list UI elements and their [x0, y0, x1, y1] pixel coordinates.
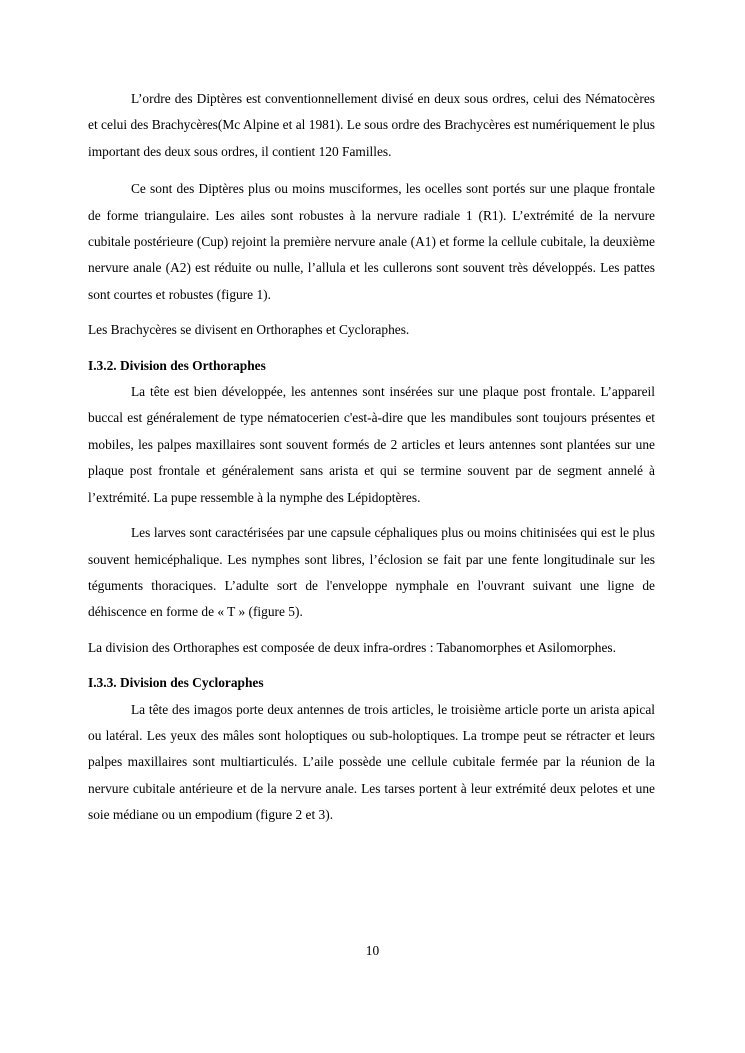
paragraph-cycloraphes-description: La tête des imagos porte deux antennes de trois articles, le troisième article porte un arista apical ou latéral. Les yeux des mâles sont holoptiques ou sub-holoptiques. La trompe peut se rétracter et leurs palpes maxillaires sont multiarticulés. L’aile possède une cellule cubitale fermée par la réunion de la nervure cubitale antérieure et de la nervure anale. Les tarses portent à leur extrémité deux pelotes et une soie médiane ou un empodium (figure 2 et 3).	[88, 701, 655, 823]
paragraph-diptera-orders: L’ordre des Diptères est conventionnellement divisé en deux sous ordres, celui des Nématocères et celui des Brachycères(Mc Alpine et al 1981). Le sous ordre des Brachycères est numériquement le plus important des deux sous ordres, il contient 120 Familles.	[88, 91, 655, 159]
paragraph-brachycera-division: Les Brachycères se divisent en Orthoraphes et Cycloraphes.	[88, 322, 410, 338]
page-number: 10	[365, 943, 380, 958]
section-heading-orthoraphes: I.3.2. Division des Orthoraphes	[88, 357, 266, 373]
paragraph-orthoraphes-head: La tête est bien développée, les antennes sont insérées sur une plaque post frontale. L’appareil buccal est généralement de type nématocerien c'est-à-dire que les mandibules sont toujours présentes et mobiles, les palpes maxillaires sont souvent formés de 2 articles et leurs antennes sont plantées sur une plaque post frontale et généralement sans arista et qui se termine souvent par de segment annelé à l’extrémité. La pupe ressemble à la nymphe des Lépidoptères.	[88, 384, 655, 505]
paragraph-orthoraphes-infraorders: La division des Orthoraphes est composée de deux infra-ordres : Tabanomorphes et Asilomorphes.	[88, 639, 616, 655]
paragraph-brachycera-description: Ce sont des Diptères plus ou moins musciformes, les ocelles sont portés sur une plaque frontale de forme triangulaire. Les ailes sont robustes à la nervure radiale 1 (R1). L’extrémité de la nervure cubitale postérieure (Cup) rejoint la première nervure anale (A1) et forme la cellule cubitale, la deuxième nervure anale (A2) est réduite ou nulle, l’allula et les cullerons sont souvent très développés. Les pattes sont courtes et robustes (figure 1).	[88, 181, 655, 302]
section-heading-cycloraphes: I.3.3. Division des Cycloraphes	[88, 675, 264, 691]
document-body	[88, 86, 655, 829]
paragraph-orthoraphes-larvae: Les larves sont caractérisées par une capsule céphaliques plus ou moins chitinisées qui est le plus souvent hemicéphalique. Les nymphes sont libres, l’éclosion se fait par une fente longitudinale sur les téguments thoraciques. L’adulte sort de l'enveloppe nymphale en l'ouvrant suivant une ligne de déhiscence en forme de « T » (figure 5).	[88, 525, 655, 620]
